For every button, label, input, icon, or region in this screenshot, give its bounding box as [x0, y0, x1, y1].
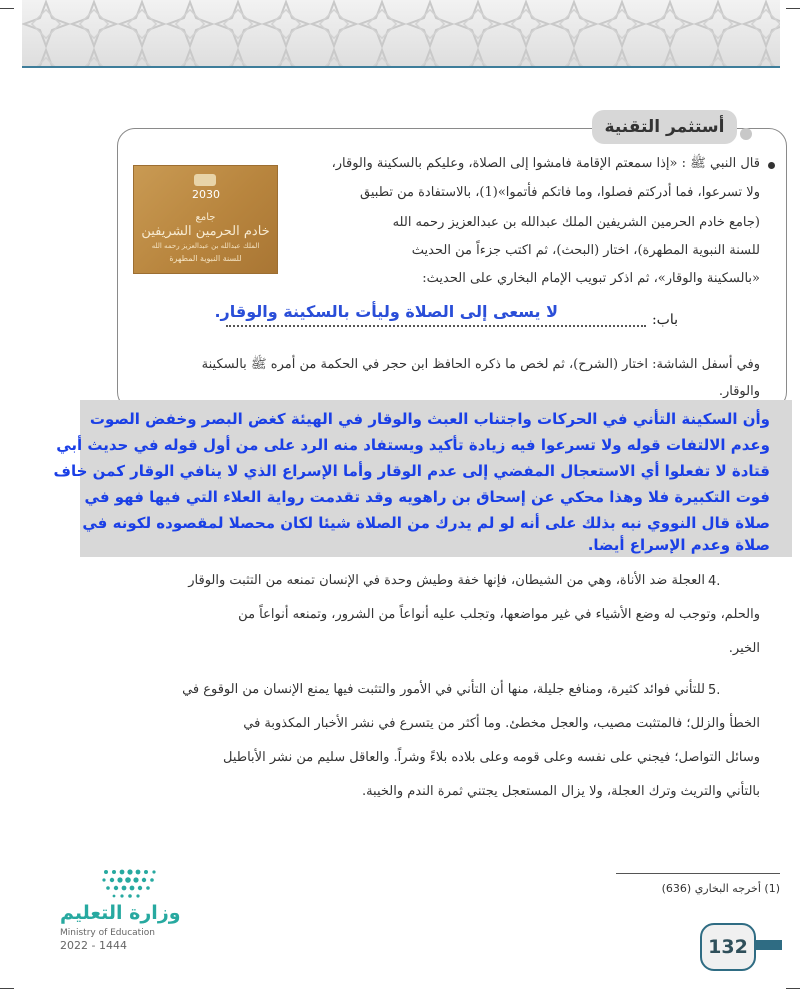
item-line: وسائل التواصل؛ فيجني على نفسه وعلى قومه وعلى بلاده بلاءً وشراً. والعاقل سليم من نشر الأباطيل: [222, 750, 760, 765]
bab-label: باب:: [651, 312, 678, 328]
item-line: الخير.: [728, 641, 760, 656]
page-number-label: 132: [708, 936, 748, 958]
item-number: 4.: [708, 574, 721, 589]
instruction-line: (جامع خادم الحرمين الشريفين الملك عبدالله بن عبدالعزيز رحمه الله: [392, 215, 760, 230]
ministry-name-english: Ministry of Education: [60, 928, 155, 938]
ministry-logo-icon: [100, 866, 160, 904]
edition-year: 2022 - 1444: [60, 939, 127, 952]
emblem-icon: [194, 174, 216, 186]
footnote: (1) أخرجه البخاري (636): [661, 882, 780, 895]
footnote-rule: [616, 873, 780, 874]
ministry-name-arabic: وزارة التعليم: [60, 902, 181, 924]
section-tab: [592, 110, 737, 144]
crop-mark: [786, 988, 800, 989]
vision-2030-logo: 2030: [192, 188, 220, 201]
book-title-line: خادم الحرمين الشريفين: [141, 224, 270, 239]
crop-mark: [786, 8, 800, 9]
answer-dotted-line: [226, 325, 646, 327]
bab-answer: لا يسعى إلى الصلاة وليأت بالسكينة والوقار.: [214, 302, 558, 321]
book-subtitle-line: الملك عبدالله بن عبدالعزيز رحمه الله: [151, 242, 260, 250]
islamic-pattern-icon: [22, 0, 780, 66]
bullet-icon: [768, 162, 775, 169]
item-line: والحلم، وتوجب له وضع الأشياء في غير مواضعها، وتجلب عليه أنواعاً من الشرور، وتمنعه أنواعاً من: [238, 607, 760, 622]
page-number-tab: [752, 940, 782, 950]
hadith-line: قال النبي ﷺ : «إذا سمعتم الإقامة فامشوا إلى الصلاة، وعليكم بالسكينة والوقار،: [331, 156, 760, 171]
crop-mark: [0, 8, 14, 9]
item-number: 5.: [708, 683, 721, 698]
answer-line: فوت التكبيرة فلا وهذا محكي عن إسحاق بن راهويه وقد تقدمت رواية العلاء التي فيها فهو في: [84, 488, 770, 506]
item-line: للتأني فوائد كثيرة، ومنافع جليلة، منها أن التأني في الأمور والتثبت فيها يمنع الإنسان من الوقوع في: [182, 682, 705, 697]
header-rule: [22, 66, 780, 68]
book-cover-image: [133, 165, 278, 274]
crop-mark: [0, 988, 14, 989]
section-tab-label: أستثمر التقنية: [604, 117, 725, 137]
answer-line: قتادة لا تفعلوا أي الاستعجال المفضي إلى عدم الوقار وأما الإسراع الذي لا ينافي الوقار كمن خاف: [53, 462, 770, 480]
page-number: [700, 923, 756, 971]
answer-line: صلاة وعدم الإسراع أيضا.: [587, 536, 770, 554]
item-line: بالتأني والتريث وترك العجلة، ولا يزال المستعجل يجتني ثمرة الندم والخيبة.: [361, 784, 760, 799]
decorative-header: [22, 0, 780, 66]
instruction-line: «بالسكينة والوقار»، ثم اذكر تبويب الإمام البخاري على الحديث:: [422, 271, 760, 286]
book-title-line: جامع: [195, 212, 216, 223]
answer-line: صلاة قال النووي نبه بذلك على أنه لو لم يدرك من الصلاة شيئا لكان محصلا لمقصوده لكونه في: [82, 514, 770, 532]
answer-line: وأن السكينة التأني في الحركات واجتناب العبث والوقار في الهيئة كغض البصر وخفض الصوت: [89, 410, 770, 428]
item-line: العجلة ضد الأناة، وهي من الشيطان، فإنها خفة وطيش وحدة في الإنسان تمنعه من التثبت والوقار: [188, 573, 705, 588]
hadith-line: ولا تسرعوا، فما أدركتم فصلوا، وما فاتكم فأتموا»(1)، بالاستفادة من تطبيق: [360, 185, 760, 200]
instruction-line: للسنة النبوية المطهرة)، اختار (البحث)، ثم اكتب جزءاً من الحديث: [411, 243, 760, 258]
book-subtitle-line: للسنة النبوية المطهرة: [169, 254, 242, 263]
answer-line: وعدم الالتفات قوله ولا تسرعوا فيه زيادة تأكيد ويستفاد منه الرد على من أول قوله في حديث أبي: [56, 436, 770, 454]
item-line: الخطأ والزلل؛ فالمتثبت مصيب، والعجل مخطئ. وما أكثر من يتسرع في نشر الأخبار المكذوبة في: [243, 716, 760, 731]
tab-notch: [740, 128, 752, 140]
instruction-line: والوقار.: [718, 384, 760, 399]
instruction-line: وفي أسفل الشاشة: اختار (الشرح)، ثم لخص ما ذكره الحافظ ابن حجر في الحكمة من أمره ﷺ بالسكينة: [201, 357, 760, 372]
